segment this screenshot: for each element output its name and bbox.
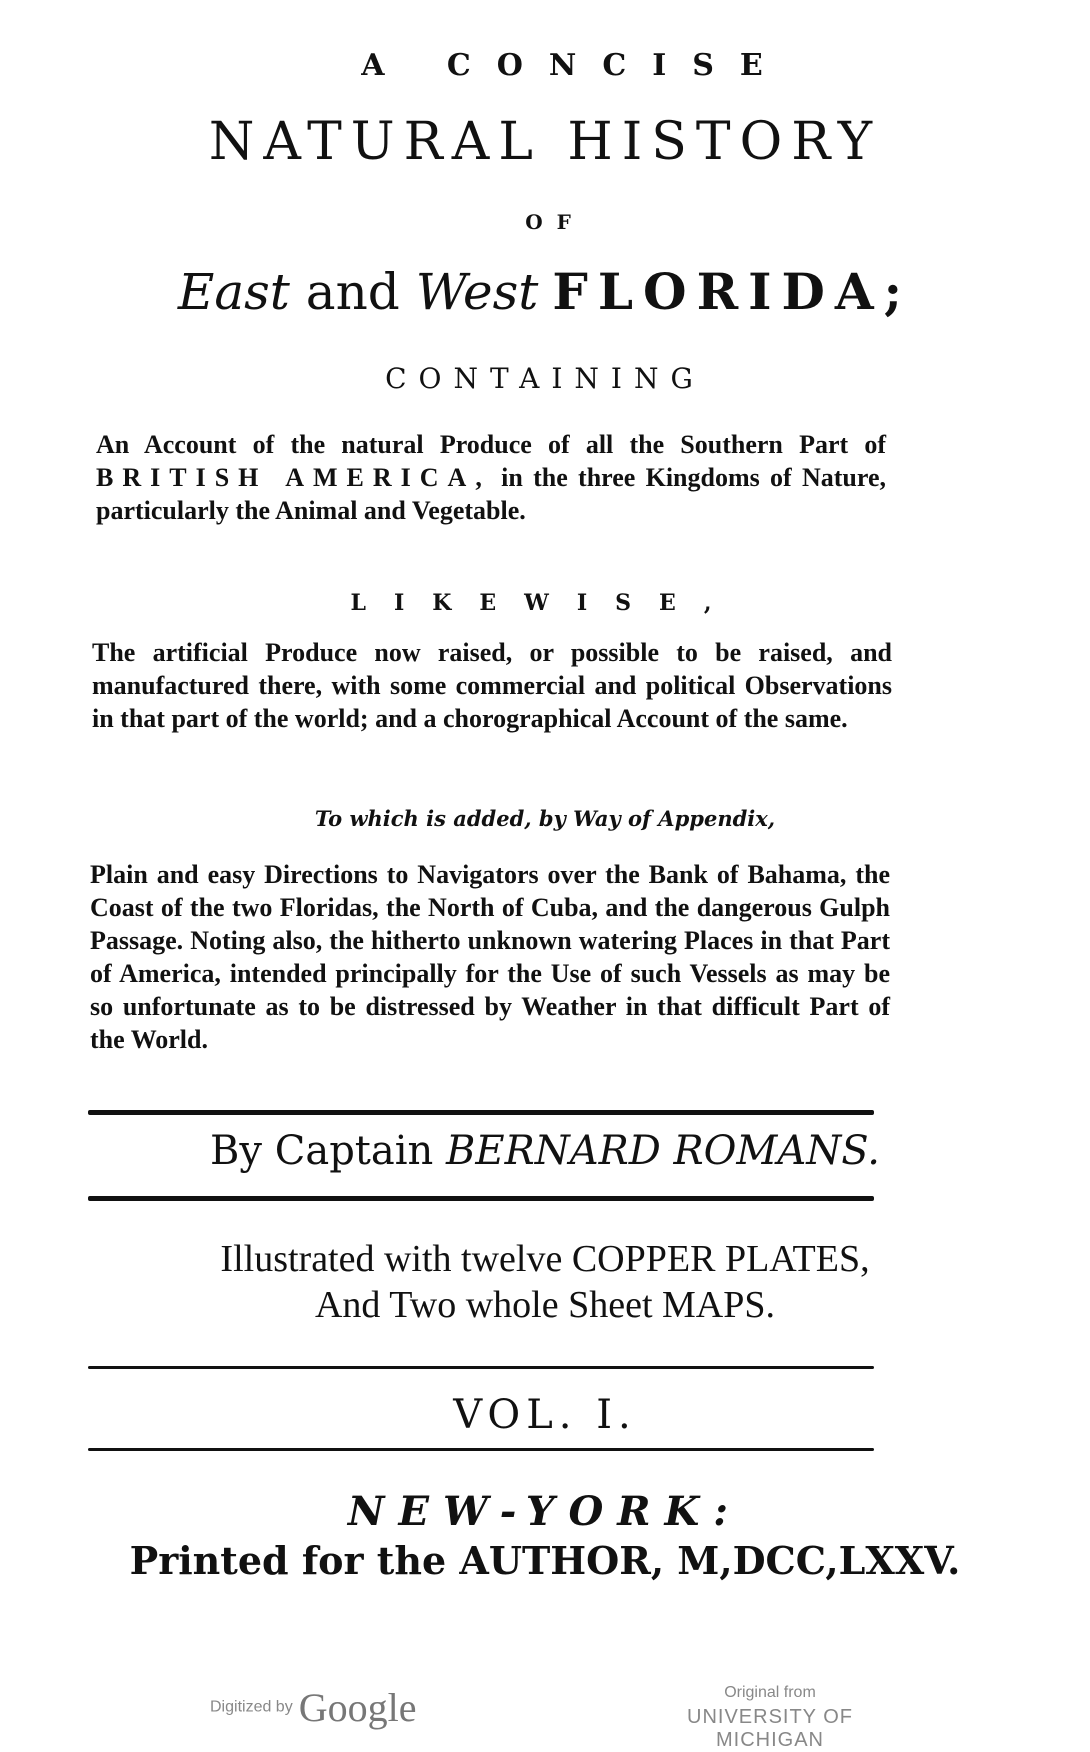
para1-end: in the three Kingdoms of Nature, particularly the Animal and Vegetable. xyxy=(96,463,886,525)
appendix-heading: To which is added, by Way of Appendix, xyxy=(314,806,776,831)
digitized-by-google xyxy=(210,1684,416,1731)
author-prefix: By Captain xyxy=(210,1128,446,1174)
title-of: OF xyxy=(525,210,585,234)
title-west: West xyxy=(415,263,539,321)
divider-rule xyxy=(88,1196,874,1201)
author-name: BERNARD ROMANS. xyxy=(446,1128,880,1174)
title-east: East xyxy=(177,263,290,321)
original-from xyxy=(640,1684,900,1752)
digitized-by-text: Digitized by xyxy=(210,1698,293,1716)
divider-rule xyxy=(88,1448,874,1451)
divider-rule xyxy=(88,1366,874,1369)
title-line-a-concise: A CONCISE xyxy=(361,48,789,83)
main-title: NATURAL HISTORY xyxy=(208,112,882,172)
author-line xyxy=(0,1128,1090,1174)
containing-heading: CONTAINING xyxy=(385,362,705,395)
imprint-city: NEW-YORK: xyxy=(347,1488,743,1535)
divider-rule xyxy=(88,1110,874,1115)
paragraph-natural-produce xyxy=(96,428,886,527)
title-and: and xyxy=(289,263,416,321)
paragraph-artificial-produce: The artificial Produce now raised, or possible to be raised, and manufactured there, with some commercial and political Observations in that part of the world; and a chorographical Account of the same. xyxy=(92,638,892,733)
university-of-michigan: UNIVERSITY OF MICHIGAN xyxy=(687,1706,853,1751)
illustrated-note xyxy=(0,1236,1090,1328)
paragraph-directions: Plain and easy Directions to Navigators over the Bank of Bahama, the Coast of the two Floridas, the North of Cuba, and the dangerous Gulph Passage. Noting also, the hitherto unknown watering Places in that Part of America, intended principally for the Use of such Vessels as may be so unfortunate as to be distressed by Weather in that difficult Part of the World. xyxy=(90,860,890,1054)
para1-british-america: BRITISH AMERICA, xyxy=(96,463,491,492)
likewise-heading: LIKEWISE, xyxy=(350,590,740,616)
volume-label: VOL. I. xyxy=(453,1392,637,1438)
imprint-printed: Printed for the AUTHOR, M,DCC,LXXV. xyxy=(129,1538,961,1583)
original-from-text: Original from xyxy=(724,1684,816,1701)
para1-start: An Account of the natural Produce of all the Southern Part of xyxy=(96,430,886,459)
illustrated-line-1: Illustrated with twelve COPPER PLATES, xyxy=(220,1238,870,1280)
illustrated-line-2: And Two whole Sheet MAPS. xyxy=(314,1284,776,1326)
title-florida-line xyxy=(0,262,1090,321)
google-logo: Google xyxy=(298,1685,417,1730)
title-florida: FLORIDA; xyxy=(552,262,913,321)
